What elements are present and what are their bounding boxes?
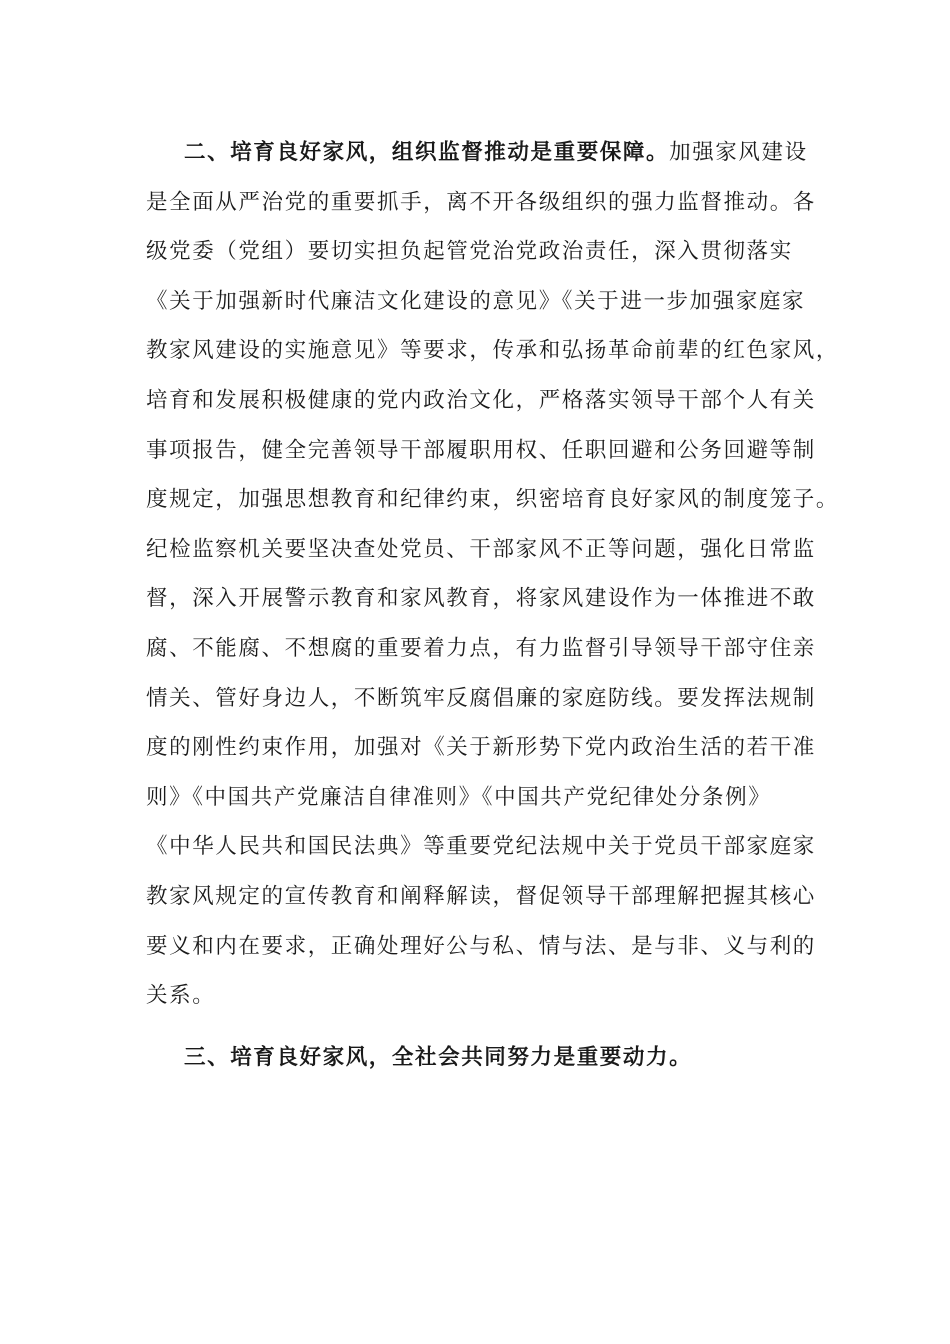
paragraph-line: 培育和发展积极健康的党内政治文化，严格落实领导干部个人有关 — [146, 387, 816, 413]
paragraph-line: 则》《中国共产党廉洁自律准则》《中国共产党纪律处分条例》 — [146, 784, 772, 810]
paragraph-line: 是全面从严治党的重要抓手，离不开各级组织的强力监督推动。各 — [146, 189, 816, 215]
paragraph-line: 《中华人民共和国民法典》等重要党纪法规中关于党员干部家庭家 — [146, 834, 816, 860]
paragraph-line: 《关于加强新时代廉洁文化建设的意见》《关于进一步加强家庭家 — [146, 288, 806, 314]
section-3-paragraph — [146, 1033, 822, 1083]
paragraph-first-line — [146, 1033, 822, 1083]
paragraph-line: 教家风规定的宣传教育和阐释解读，督促领导干部理解把握其核心 — [146, 883, 816, 909]
section-3-heading: 三、培育良好家风，全社会共同努力是重要动力。 — [184, 1045, 693, 1070]
paragraph-line: 事项报告，健全完善领导干部履职用权、任职回避和公务回避等制 — [146, 437, 816, 463]
section-2-first-line-tail: 加强家风建设 — [669, 140, 808, 165]
paragraph-line: 情关、管好身边人，不断筑牢反腐倡廉的家庭防线。要发挥法规制 — [146, 685, 816, 711]
paragraph-first-line — [146, 128, 822, 178]
section-2-paragraph — [146, 128, 840, 1021]
paragraph-line: 度的刚性约束作用，加强对《关于新形势下党内政治生活的若干准 — [146, 735, 816, 761]
paragraph-line: 度规定，加强思想教育和纪律约束，织密培育良好家风的制度笼子。 — [146, 487, 840, 513]
paragraph-line: 腐、不能腐、不想腐的重要着力点，有力监督引导领导干部守住亲 — [146, 635, 816, 661]
paragraph-line: 关系。 — [146, 983, 216, 1009]
paragraph-line: 要义和内在要求，正确处理好公与私、情与法、是与非、义与利的 — [146, 933, 816, 959]
paragraph-line: 督，深入开展警示教育和家风教育，将家风建设作为一体推进不敢 — [146, 586, 816, 612]
section-2-heading: 二、培育良好家风，组织监督推动是重要保障。 — [184, 140, 670, 165]
paragraph-line: 纪检监察机关要坚决查处党员、干部家风不正等问题，强化日常监 — [146, 536, 816, 562]
paragraph-line: 级党委（党组）要切实担负起管党治党政治责任，深入贯彻落实 — [146, 239, 793, 265]
paragraph-line: 教家风建设的实施意见》等要求，传承和弘扬革命前辈的红色家风， — [146, 338, 840, 364]
